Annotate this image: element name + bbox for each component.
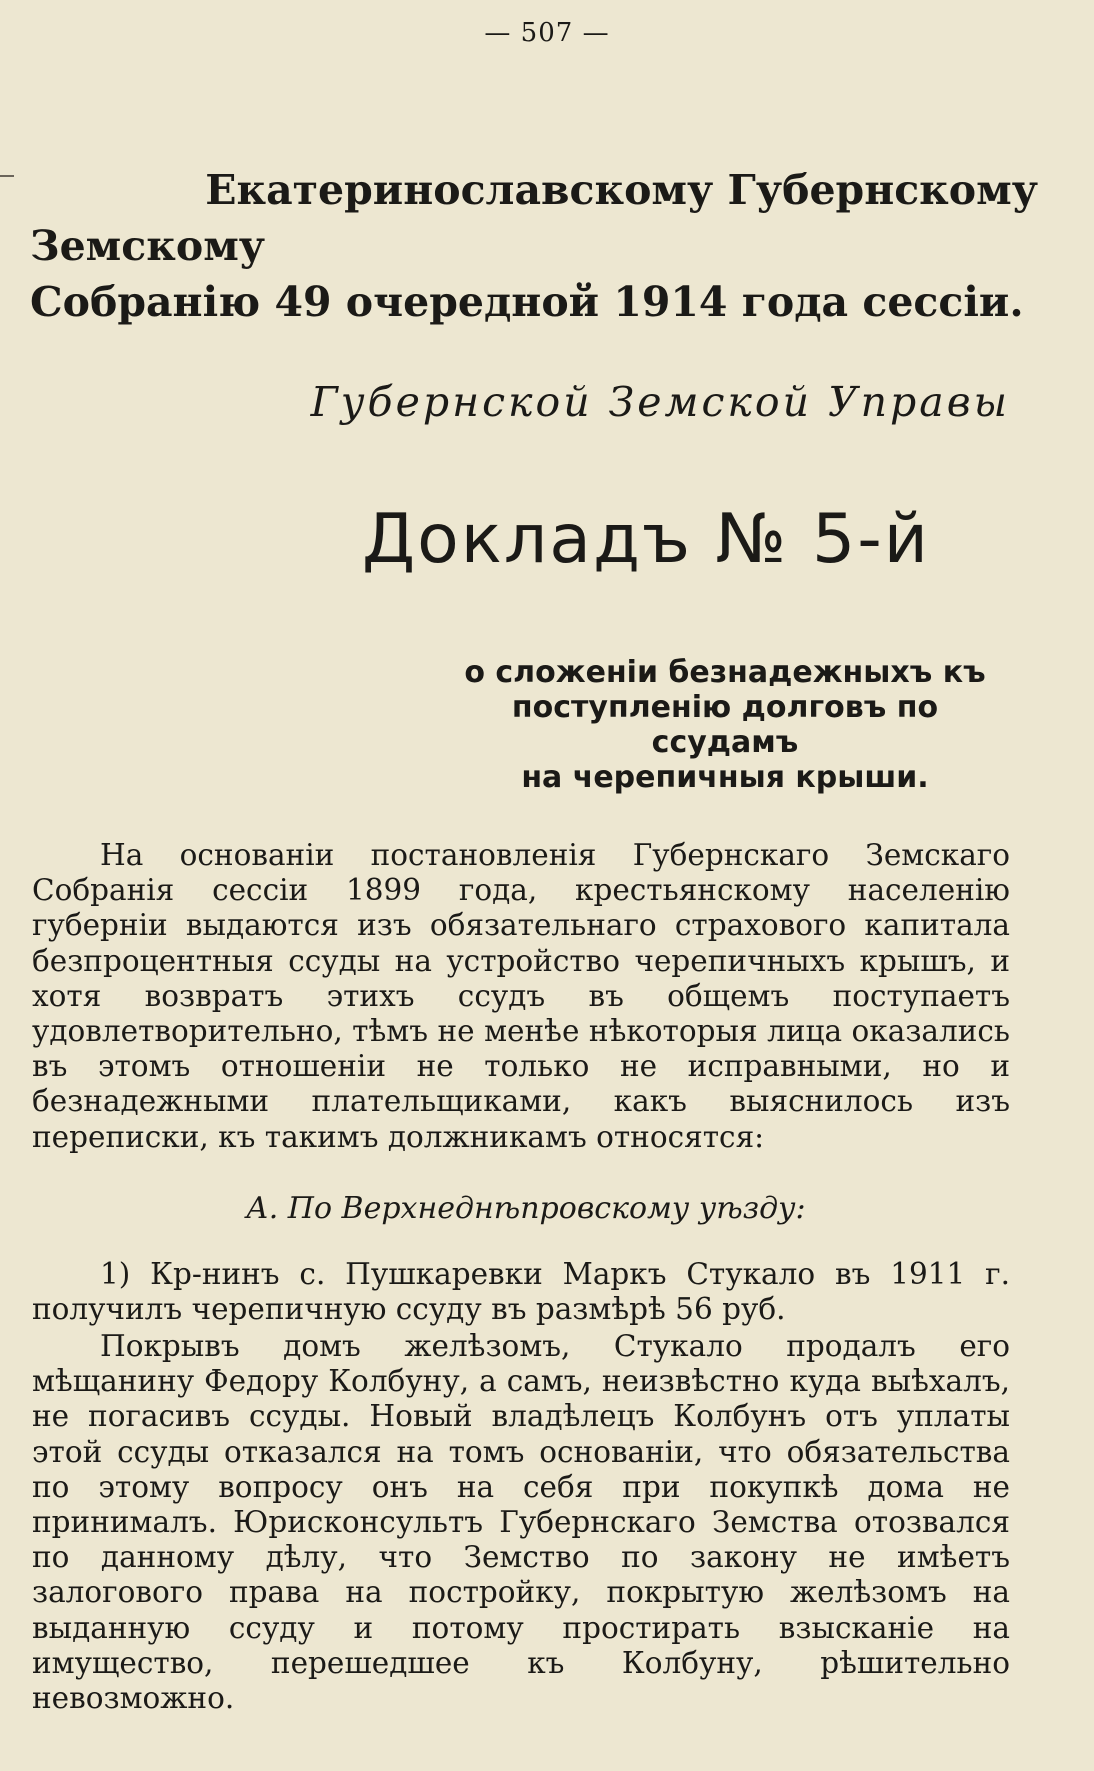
- intro-paragraph: На основаніи постановленія Губернскаго Земскаго Собранія сессіи 1899 года, крестьянскому населенію губерніи выдаются изъ обязательнаго страхового капитала безпроцентныя ссуды на устройство черепичныхъ крышъ, и хотя возвратъ этихъ ссудъ въ общемъ поступаетъ удовлетворительно, тѣмъ не менѣе нѣкоторыя лица оказались въ этомъ отношеніи не только не исправными, но и безнадежными плательщиками, какъ выяснилось изъ переписки, къ такимъ должникамъ относятся:: [32, 838, 1010, 1154]
- addressee-line-2: Собранію 49 очередной 1914 года сессіи.: [30, 278, 1024, 326]
- district-heading: А. По Верхнеднѣпровскому уѣзду:: [246, 1191, 806, 1226]
- intro-section: [32, 838, 1010, 1155]
- subtitle-line-3: на черепичныя крыши.: [521, 760, 929, 795]
- addressee-line-1: Екатеринославскому Губернскому Земскому: [30, 166, 1038, 270]
- board-name: Губернской Земской Управы: [310, 378, 1010, 426]
- report-subtitle: [440, 655, 1010, 795]
- page-number: — 507 —: [484, 18, 610, 48]
- addressee-heading: [30, 162, 1040, 330]
- case-1-details-paragraph: Покрывъ домъ желѣзомъ, Стукало продалъ его мѣщанину Федору Колбуну, а самъ, неизвѣстно куда выѣхалъ, не погасивъ ссуды. Новый владѣлецъ Колбунъ отъ уплаты этой ссуды отказался на томъ основаніи, что обязательства по этому вопросу онъ на себя при покупкѣ дома не принималъ. Юрисконсультъ Губернскаго Земства отозвался по данному дѣлу, что Земство по закону не имѣетъ залогового права на постройку, покрытую желѣзомъ на выданную ссуду и потому простирать взысканіе на имущество, перешедшее къ Колбуну, рѣшительно невозможно.: [32, 1329, 1010, 1716]
- report-title: Докладъ № 5-й: [362, 500, 930, 579]
- margin-mark: [0, 175, 14, 177]
- case-1-paragraph: 1) Кр-нинъ с. Пушкаревки Маркъ Стукало въ 1911 г. получилъ черепичную ссуду въ размѣрѣ 56 руб.: [32, 1257, 1010, 1327]
- subtitle-line-2: поступленію долговъ по ссудамъ: [511, 690, 939, 760]
- case-1-details-section: [32, 1329, 1010, 1716]
- case-1-section: [32, 1257, 1010, 1327]
- subtitle-line-1: о сложеніи безнадежныхъ къ: [464, 655, 986, 690]
